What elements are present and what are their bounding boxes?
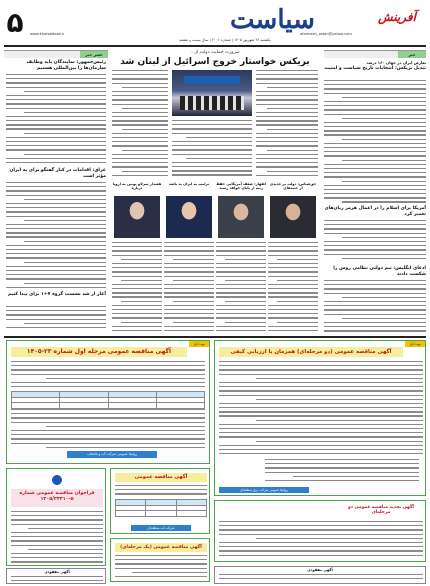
notice-left-title: آگهی مفقودی bbox=[44, 570, 70, 574]
website: www.khatooltabli.ir bbox=[30, 32, 65, 36]
ad-left-top-tag: نوبت اول bbox=[189, 341, 209, 347]
ad-right-top-body bbox=[219, 361, 423, 457]
notice-right-body bbox=[219, 574, 423, 584]
ad-center-footer: شرکت آب منطقه‌ای bbox=[131, 525, 191, 531]
ad-left-mid-logo bbox=[47, 473, 67, 487]
notice-right bbox=[214, 566, 426, 584]
email: afarinesh_ostan@yahoo.com bbox=[300, 32, 352, 36]
ad-center-title: آگهی مناقصه عمومی bbox=[115, 473, 207, 482]
left-body-2 bbox=[6, 182, 106, 290]
ad-right-top-title: آگهی مناقصه عمومی (دو مرحله‌ای) همزمان با ارزیابی کیفی bbox=[219, 347, 403, 357]
left-body-1 bbox=[6, 74, 106, 166]
date-line: یکشنبه ۲۶ شهریور ۱۴۰۵ | شماره ۲۰۰۶ | سال بیست و هشتم bbox=[179, 38, 271, 42]
caption-1: هشدار سرلاو پوتین به اروپا درباره bbox=[112, 182, 162, 191]
left-headline-2: عراق: اقدامات در کنار گفتگو برای به ایران مؤثر است bbox=[9, 168, 106, 179]
section-bar-left bbox=[4, 50, 108, 58]
ad-center-table bbox=[115, 499, 207, 517]
right-body-3 bbox=[324, 280, 426, 334]
right-headline-2: آمریکا برای اسلام را در اعمال هرمز زیان‌های تعمیر کرد bbox=[324, 206, 426, 217]
photo-body-4 bbox=[268, 242, 318, 334]
notice-right-title: آگهی مفقودی bbox=[307, 568, 333, 572]
right-body-1 bbox=[324, 80, 426, 204]
right-top: تعارض ایران در جهان ۱۶۰ درصد bbox=[366, 60, 426, 65]
section-tab-right: خبر bbox=[398, 51, 426, 58]
ad-center bbox=[110, 468, 210, 534]
ad-center-low bbox=[110, 538, 210, 582]
lead-kicker: ضرورت حمایت دولت از… bbox=[190, 50, 240, 55]
ad-left-mid-title: فراخوان مناقصه عمومی شماره ۵-۱۴۰۵/۲۳۴۱۰ bbox=[11, 489, 103, 507]
lead-body-center bbox=[172, 120, 252, 180]
photo-body-2 bbox=[164, 242, 214, 334]
ad-left-mid-body bbox=[11, 511, 103, 563]
photo-body-3 bbox=[216, 242, 266, 334]
notice-left-body bbox=[11, 576, 103, 584]
lead-body-left bbox=[112, 70, 168, 180]
ad-right-low-title: آگهی تجدید مناقصه عمومی دو مرحله‌ای bbox=[348, 505, 414, 515]
masthead-rule bbox=[4, 45, 426, 47]
right-headline-1: تبدیل بریکس: انتخابات تاریخ سیاست و امنیت bbox=[324, 66, 426, 71]
masthead-logo: سیاست bbox=[230, 5, 315, 35]
photo-banner bbox=[184, 76, 240, 84]
ad-right-top-tag: نوبت اول bbox=[405, 341, 425, 347]
portrait-3 bbox=[218, 196, 264, 238]
section-bar-right bbox=[324, 50, 426, 58]
right-headline-3: ادعای انگلیس: تیم دولتی نظامی روس را شکست دادند bbox=[333, 266, 426, 277]
photo-body-1 bbox=[112, 242, 162, 334]
ad-right-top bbox=[214, 340, 426, 496]
section-tab-left: عصر خبر bbox=[80, 51, 108, 58]
ad-center-low-title: آگهی مناقصه عمومی (یک مرحله‌ای) bbox=[115, 543, 207, 552]
caption-3: اظهار: ضعف آمریکایی حفظ رتبه از پایان خواهد رسید bbox=[216, 182, 266, 191]
ad-center-low-body bbox=[115, 555, 207, 579]
caption-4: حق‌شناس: دولت بر جدیدی از جنبه‌های bbox=[269, 182, 317, 191]
ad-left-top-title: آگهی مناقصه عمومی مرحله اول شماره ۲۳-۱۴۰۵ bbox=[11, 347, 187, 357]
ad-left-top-body-2 bbox=[11, 409, 205, 449]
ad-left-top bbox=[6, 340, 210, 464]
ad-center-body bbox=[115, 485, 207, 499]
ads-divider bbox=[4, 336, 426, 338]
portrait-1 bbox=[114, 196, 160, 238]
ad-left-top-table bbox=[11, 391, 205, 409]
portrait-2 bbox=[166, 196, 212, 238]
lead-body-right bbox=[256, 70, 318, 180]
ad-left-top-footer: روابط عمومی شرکت آب و فاضلاب bbox=[67, 451, 157, 458]
ad-left-top-body bbox=[11, 361, 205, 389]
masthead bbox=[0, 0, 430, 50]
portrait-4 bbox=[270, 196, 316, 238]
caption-2: ترامپ به ایران بد باشد bbox=[168, 182, 210, 186]
ad-right-top-footer: روابط عمومی شرکت برق منطقه‌ای bbox=[219, 487, 309, 493]
lead-headline: بریکس خواستار خروج اسرائیل از لبنان شد bbox=[120, 57, 310, 67]
page-number: ۵ bbox=[6, 6, 24, 39]
left-headline-3: آغاز از شد نشست گروه ۷+۱ برای پیدا کنیم bbox=[7, 292, 106, 297]
ad-right-top-body-2 bbox=[265, 459, 419, 485]
right-body-2 bbox=[324, 220, 426, 262]
photo-figures bbox=[180, 96, 244, 110]
ad-right-low bbox=[214, 500, 426, 562]
left-body-3 bbox=[6, 306, 106, 332]
notice-left bbox=[6, 568, 106, 584]
lead-photo bbox=[172, 70, 252, 116]
ad-left-mid bbox=[6, 468, 106, 566]
ad-right-low-body bbox=[219, 521, 423, 559]
masthead-subtitle: آفرینش bbox=[378, 10, 416, 24]
left-headline-1: رئیس‌جمهور: نمایندگان باید وظایف سازمان‌ها را بین‌المللی هستیم bbox=[26, 60, 106, 71]
